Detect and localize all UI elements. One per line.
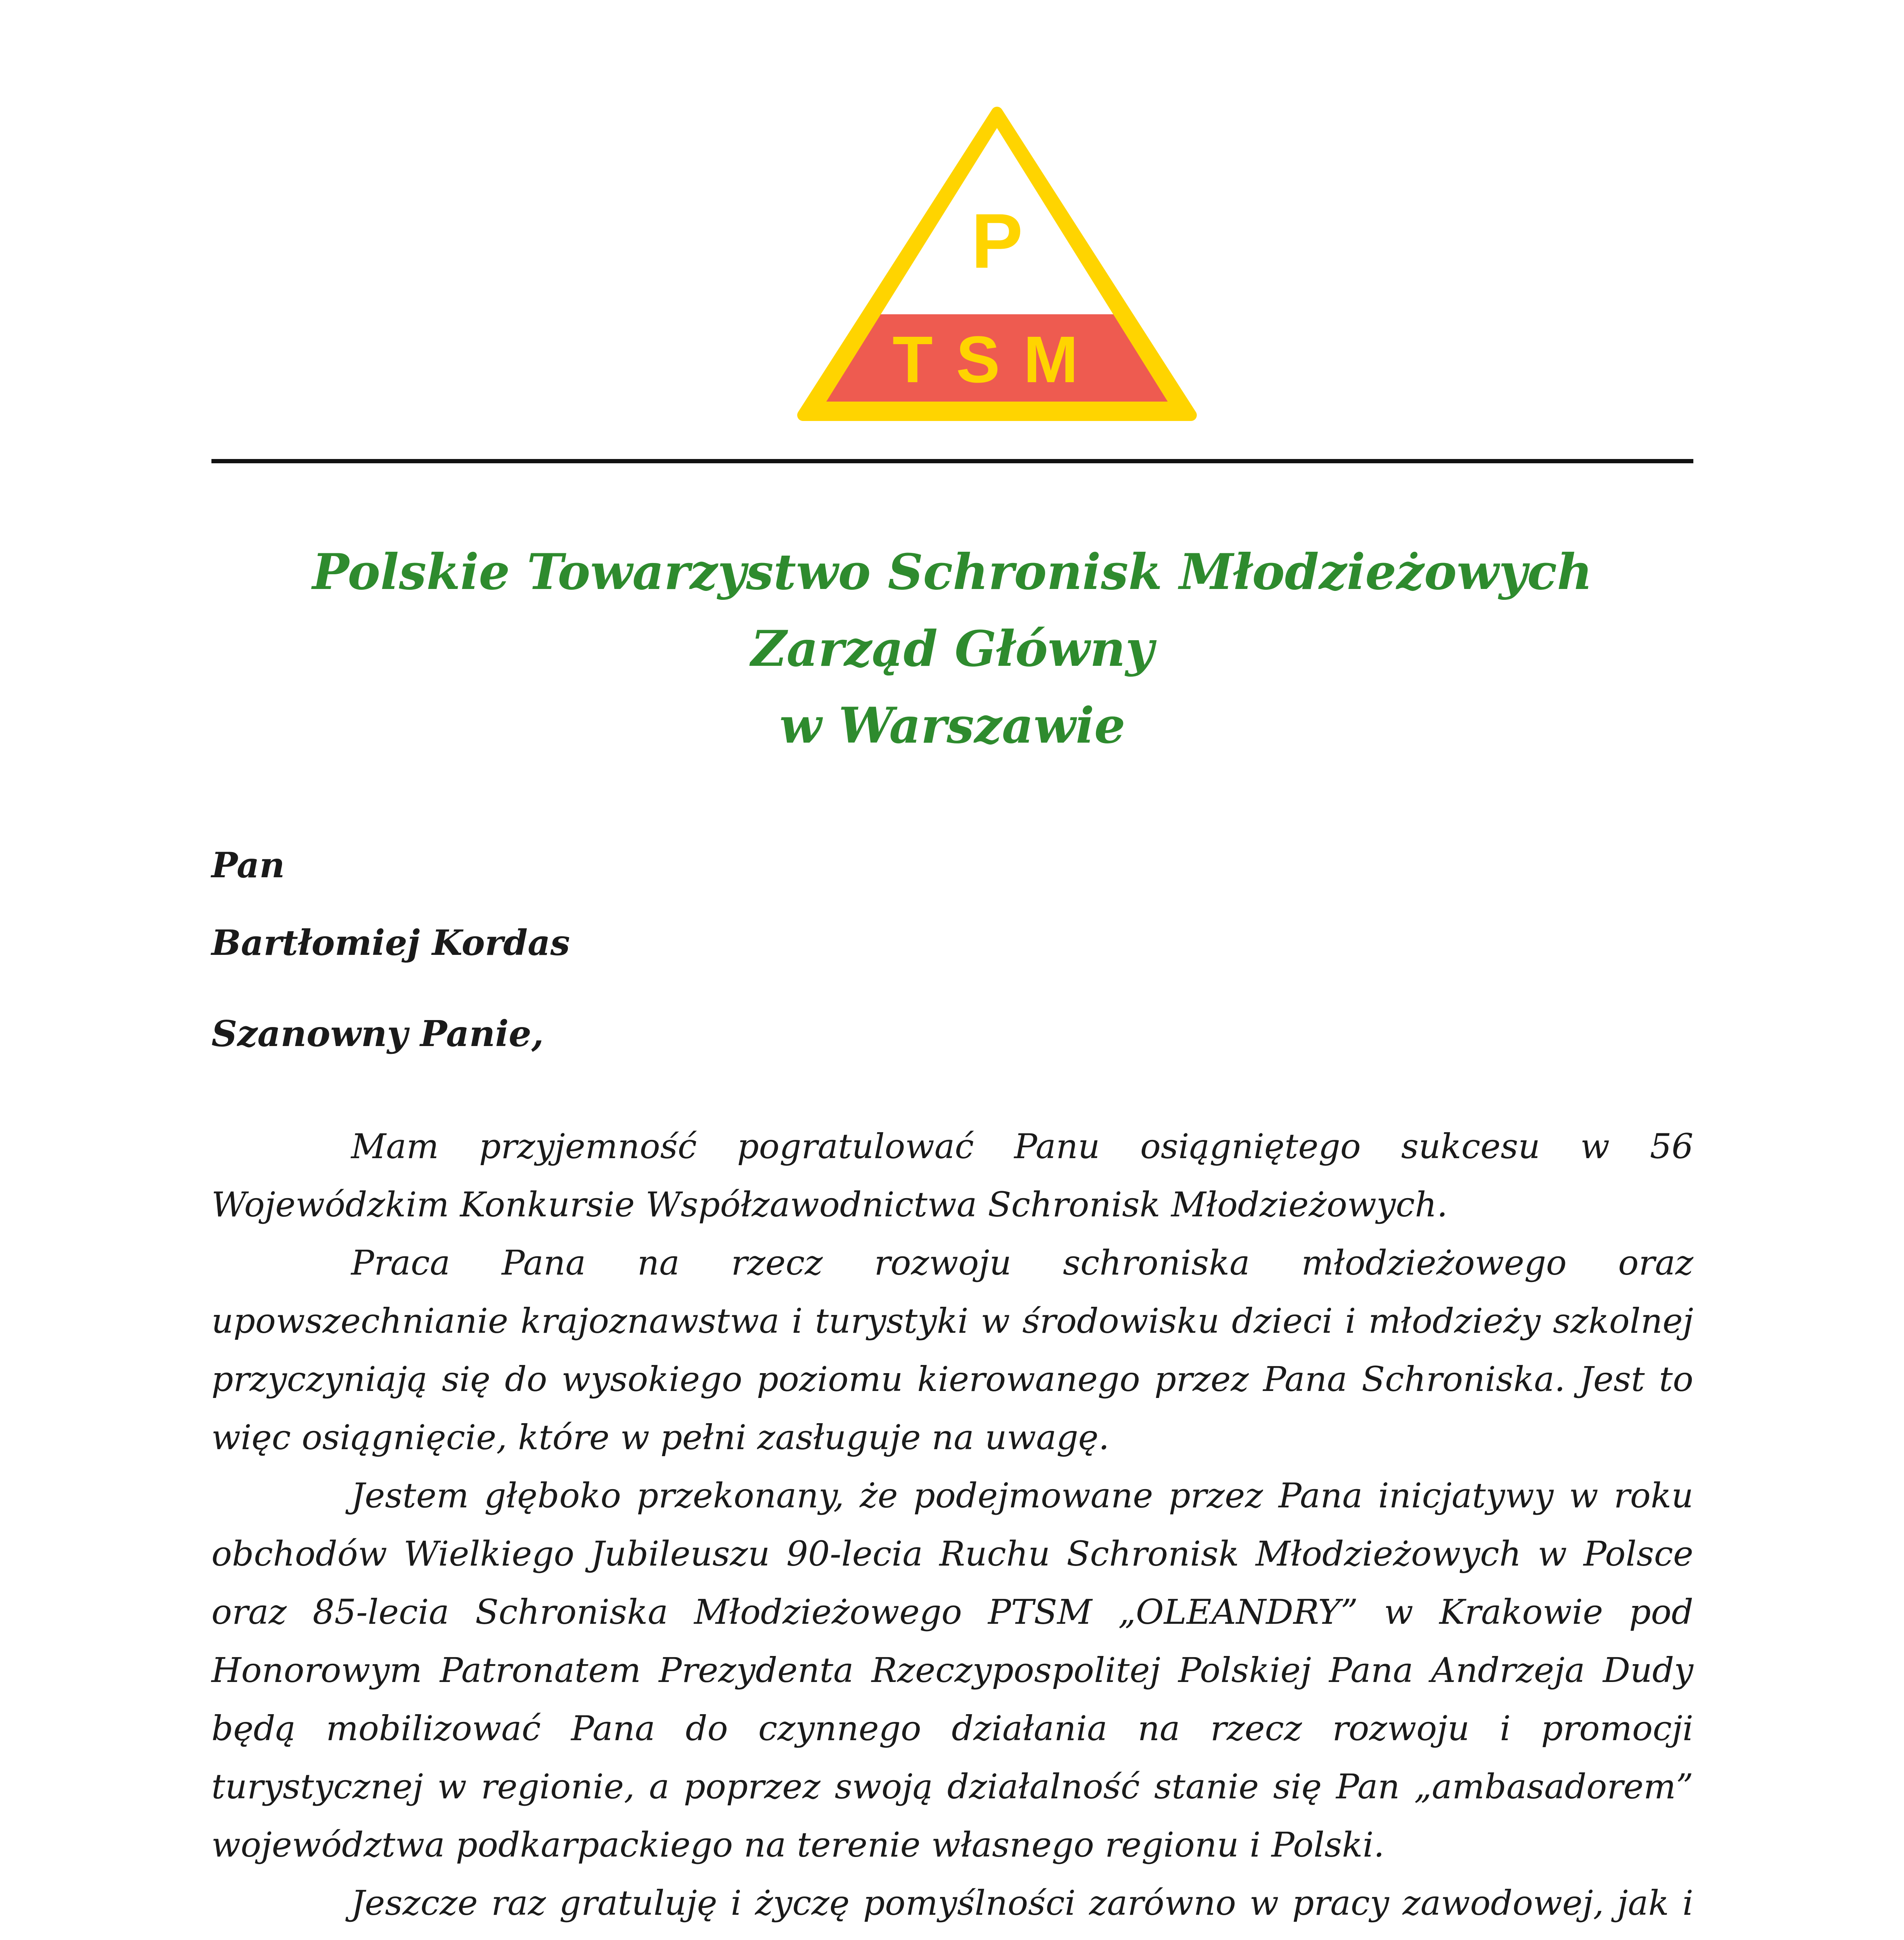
body-paragraph: Praca Pana na rzecz rozwoju schroniska młodzieżowego oraz upowszechnianie krajoznawstwa i turystyki w środowisku dzieci i młodzieży szkolnej przyczyniają się do wysokiego poziomu kierowanego przez Pana Schroniska. Jest to więc osiągnięcie, które w pełni zasługuje na uwagę. [211,1243,1693,1457]
logo-letter-p: P [971,198,1023,284]
body-paragraph: Jeszcze raz gratuluję i życzę pomyślności zarówno w pracy zawodowej, jak i [351,1883,1693,1923]
addressee-title: Pan [211,845,285,886]
letterhead-city: w Warszawie [779,697,1125,754]
logo-letters-tsm: TSM [892,323,1102,397]
addressee [211,826,570,982]
body-paragraph: Jestem głęboko przekonany, że podejmowane przez Pana inicjatywy w roku obchodów Wielkiego Jubileuszu 90-lecia Ruchu Schronisk Młodzieżowych w Polsce oraz 85-lecia Schroniska Młodzieżowego PTSM „OLEANDRY” w Krakowie pod Honorowym Patronatem Prezydenta Rzeczypospolitej Polskiej Pana Andrzeja Dudy będą mobilizować Pana do czynnego działania na rzecz rozwoju i promocji turystycznej w regionie, a poprzez swoją działalność stanie się Pan „ambasadorem” województwa podkarpackiego na terenie własnego regionu i Polski. [211,1476,1693,1865]
letter-body [211,1117,1693,1940]
header-divider [211,459,1693,463]
salutation: Szanowny Panie, [211,1013,544,1055]
letterhead-org-name: Polskie Towarzystwo Schronisk Młodzieżowych [312,543,1593,601]
body-paragraph: Mam przyjemność pogratulować Panu osiągniętego sukcesu w 56 Wojewódzkim Konkursie Współzawodnictwa Schronisk Młodzieżowych. [211,1126,1693,1225]
ptsm-logo [791,105,1203,423]
addressee-name: Bartłomiej Kordas [211,922,570,963]
letterhead [211,534,1693,764]
letterhead-board: Zarząd Główny [751,620,1154,677]
